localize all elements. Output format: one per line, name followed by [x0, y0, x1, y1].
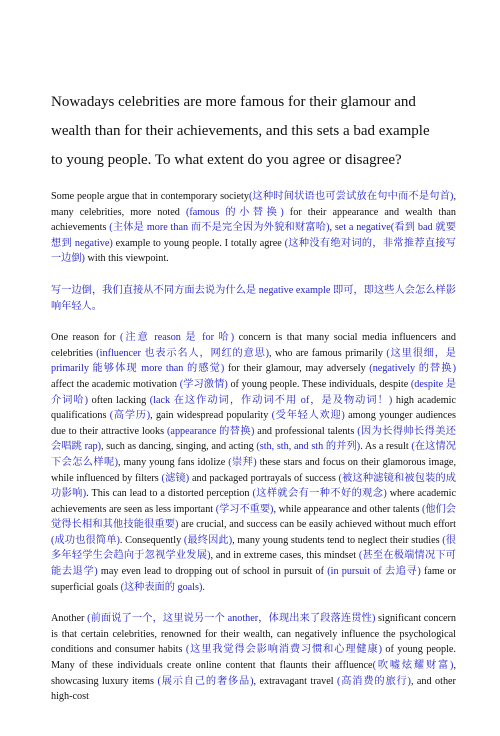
essay-text: may even lead to dropping out of school in pursuit of — [97, 566, 328, 578]
annotation-note: (他们会觉得长相和其他技能很重要) — [51, 503, 456, 531]
annotation-note: (最终因此) — [183, 534, 233, 546]
essay-paragraph — [51, 189, 456, 267]
essay-text: , many young fans idolize — [118, 456, 229, 468]
annotation-note: (高消费的旅行) — [336, 675, 411, 687]
annotation-note: (这种没有绝对词的，非常推荐直接写一边倒) — [51, 237, 456, 265]
essay-text: , many celebrities, more noted — [51, 191, 456, 218]
essay-text: , showcasing luxury items — [51, 660, 456, 687]
essay-text: Some people argue that in contemporary society — [51, 191, 249, 202]
annotation-note: (这里我觉得会影响消费习惯和心理健康) — [185, 644, 382, 656]
prompt-line: Nowadays celebrities are more famous for their glamour and — [51, 94, 416, 110]
annotation-note: 写一边倒，我们直接从不同方面去说为什么是 negative example 即可，即这些人会怎么样影响年轻人。 — [51, 284, 456, 312]
essay-text: , — [329, 222, 335, 234]
annotation-note: (despite 是介词哈) — [51, 378, 457, 406]
essay-text: concern is that many social media influencers and celebrities — [51, 332, 456, 359]
annotation-note: (famous 的小替换) — [185, 206, 284, 218]
essay-text: are crucial, and success can be easily achieved without much effort — [178, 519, 456, 531]
annotation-note: (influencer 也表示名人，网红的意思) — [96, 347, 270, 359]
annotation-note: (被这种滤镜和被包装的成功影响) — [51, 472, 456, 500]
annotation-note: (这种表面的 goals). — [120, 581, 205, 593]
annotation-note: set a negative — [334, 222, 391, 234]
essay-text: where academic achievements are seen as less important — [51, 488, 456, 515]
essay-prompt — [51, 88, 471, 175]
annotation-note: (前面说了一个，这里说另一个 another，体现出来了段落连贯性) — [87, 613, 376, 625]
essay-text: for their glamour, may adversely — [224, 363, 370, 375]
essay-text: . This can lead to a distorted perception — [86, 488, 253, 500]
annotation-note: (注意 reason 是 for 哈) — [120, 332, 235, 344]
annotation-note: (negatively 的替换) — [369, 363, 456, 375]
essay-text: , and in extreme cases, this mindset — [210, 550, 359, 562]
essay-text: these stars and focus on their glamorous image, while influenced by filters — [51, 456, 456, 484]
essay-text: of young people. These individuals, despite — [227, 378, 411, 390]
annotation-note: (in pursuit of 去追寻) — [327, 566, 421, 578]
prompt-line: to young people. To what extent do you agree or disagree? — [51, 152, 402, 168]
prompt-line: wealth than for their achievements, and this sets a bad example — [51, 123, 430, 139]
essay-text: among younger audiences due to their attractive looks — [51, 410, 456, 437]
essay-paragraph — [51, 283, 456, 314]
essay-text: , and other high-cost — [51, 675, 456, 703]
essay-text: , gain widespread popularity — [150, 410, 272, 422]
essay-text: often lacking — [88, 394, 150, 406]
annotation-note: (lack 在这作动词，作动词不用 of，是及物动词！) — [149, 394, 393, 406]
annotation-note: (因为长得帅长得美还会唱跳 rap) — [51, 425, 456, 453]
essay-body — [51, 189, 456, 721]
annotation-note: (学习不重要) — [215, 503, 274, 515]
essay-text: with this viewpoint. — [84, 253, 169, 265]
essay-text: example to young people. I totally agree — [112, 237, 285, 249]
annotation-note: (受年轻人欢迎) — [271, 410, 345, 422]
annotation-note: (看到 bad 就要想到 negative) — [51, 222, 456, 249]
essay-text: of young people. Many of these individuals create online content that flaunts their affluence — [51, 644, 456, 672]
essay-text: . As a result — [360, 441, 412, 453]
annotation-note: (sth, sth, and sth 的并列) — [256, 441, 361, 453]
annotation-note: (高学历) — [109, 410, 151, 422]
essay-text: One reason for — [51, 332, 121, 344]
essay-text: , extravagant travel — [253, 675, 337, 687]
annotation-note: (吹嘘炫耀财富) — [372, 660, 454, 672]
annotation-note: (展示自己的奢侈品) — [157, 675, 254, 687]
annotation-note: (崇拜) — [228, 456, 257, 468]
essay-text: , such as dancing, singing, and acting — [101, 441, 257, 453]
annotation-note: (很多年轻学生会趋向于忽视学业发展) — [51, 534, 456, 562]
annotation-note: (成功也很简单) — [51, 534, 120, 546]
annotation-note: (滤镜) — [161, 472, 190, 484]
essay-text: , many young students tend to neglect their studies — [232, 534, 443, 546]
essay-text: fame or superficial goals — [51, 566, 456, 593]
annotation-note: (这样就会有一种不好的观念) — [252, 488, 387, 500]
annotation-note: (这里很细，是 primarily 能够体现 more than 的感觉) — [51, 347, 456, 375]
essay-text: high academic qualifications — [51, 394, 456, 422]
essay-text: and packaged portrayals of success — [189, 472, 339, 484]
essay-text: , who are famous primarily — [269, 347, 387, 359]
essay-text: affect the academic motivation — [51, 378, 180, 390]
essay-paragraph — [51, 330, 456, 595]
annotation-note: (在这情况下会怎么样呢) — [51, 441, 456, 468]
annotation-note: (甚至在极端情况下可能去退学) — [51, 550, 456, 578]
annotation-note: (这种时间状语也可尝试放在句中而不是句首) — [248, 191, 454, 202]
essay-text: and professional talents — [254, 425, 358, 437]
essay-text: significant concern is that certain celebrities, renowned for their wealth, can negatively influence the psychological conditions and consumer habits — [51, 613, 456, 656]
essay-text: for their appearance and wealth than achievements — [51, 206, 456, 234]
essay-text: Another — [51, 613, 88, 625]
essay-text: , while appearance and other talents — [273, 503, 423, 515]
annotation-note: (appearance 的替换) — [167, 425, 255, 437]
annotation-note: (学习激情) — [179, 378, 228, 390]
annotation-note: (主体是 more than 而不是完全因为外貌和财富哈) — [109, 222, 330, 234]
essay-paragraph — [51, 611, 456, 705]
essay-text: . Consequently — [119, 534, 184, 546]
